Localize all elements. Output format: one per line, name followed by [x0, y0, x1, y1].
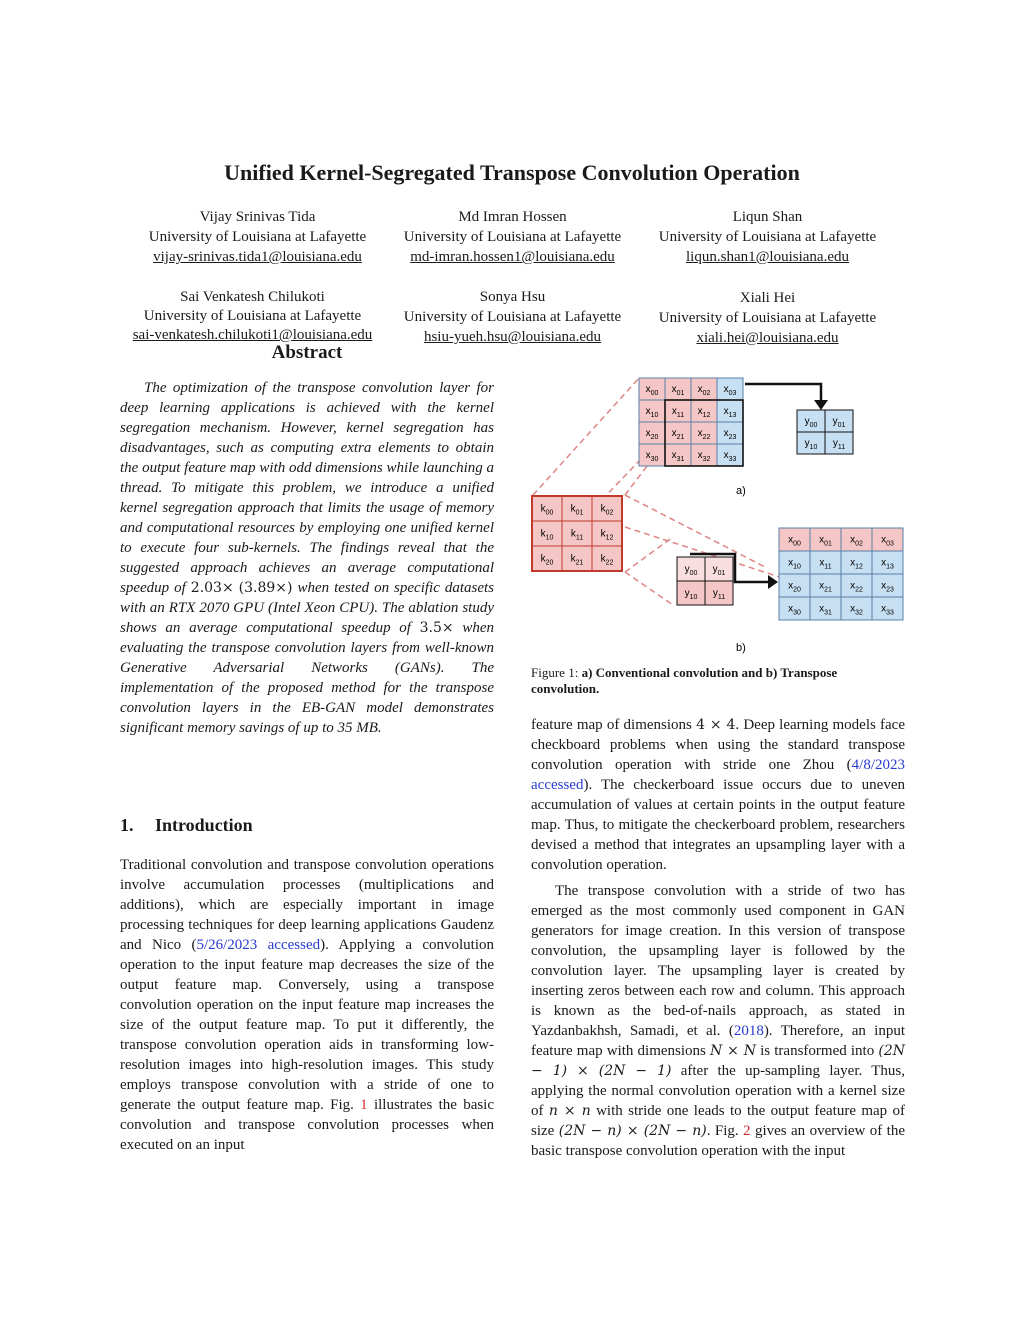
paper-title: Unified Kernel-Segregated Transpose Convolution Operation: [224, 160, 800, 185]
grid-cell: [810, 574, 841, 597]
grid-cell: [532, 496, 562, 521]
grid-cell-label: $x_{22}$: [697, 428, 711, 441]
arrow-a: [745, 384, 828, 410]
grid-cell-label: $x_{31}$: [671, 450, 685, 463]
body-text: The transpose convolution with a stride of two has emerged as the most commonly used component in GAN generators for image creation. In this version of transpose convolution, the upsampling layer is followed by the convolution layer. The upsampling layer is created by inserting zeros between each row and column. This approach is known as the bed-of-nails approach, as stated in Yazdanbakhsh, Samadi, et al. (: [531, 883, 905, 1039]
figure-ref-link[interactable]: 2: [743, 1123, 751, 1139]
abstract-paragraph: [120, 378, 494, 738]
grid-cell: [841, 551, 872, 574]
figure-1-diagram: [525, 372, 910, 657]
grid-cell: [592, 496, 622, 521]
body-text: . Deep learning models face checkboard problems when using the standard transpose convolution operation with stride one Zhou (: [531, 717, 905, 773]
intro-paragraph: [531, 881, 905, 1161]
author-name: Vijay Srinivas Tida: [199, 209, 316, 225]
math-inline: (2N − n) × (2N − n): [558, 1123, 707, 1139]
author-name: Xiali Hei: [739, 290, 796, 306]
grid-cell: [779, 551, 810, 574]
caption-text: a) Conventional convolution and b) Transpose convolution.: [531, 665, 838, 696]
grid-cell: [779, 574, 810, 597]
grid-cell-label: $k_{20}$: [540, 553, 554, 567]
grid-cell: [810, 551, 841, 574]
grid-cell-label: $k_{01}$: [570, 503, 584, 517]
body-text: ). Applying a convolution operation to the input feature map decreases the size of the output feature map. Conversely, using a transpose convolution operation on the input feature map increases the size of the output feature map. To put it differently, the transpose convolution operation aids in transforming low-resolution images into high-resolution images. This study employs transpose convolution with a stride of one to generate the output feature map. Fig.: [120, 937, 494, 1113]
panel-label-a: a): [736, 485, 746, 497]
grid-cell-label: $x_{13}$: [881, 557, 894, 571]
grid-cell-label: $x_{22}$: [850, 580, 863, 594]
grid-cell: [562, 521, 592, 546]
grid-cell: [677, 581, 705, 605]
author-name: Liqun Shan: [732, 209, 803, 225]
speedup-value: 2.03×: [190, 580, 234, 596]
citation-link[interactable]: 5/26/2023 accessed: [196, 937, 321, 953]
grid-cell: [592, 546, 622, 571]
speedup-value: (3.89×): [238, 580, 293, 596]
grid-cell-label: $x_{30}$: [788, 603, 801, 617]
grid-cell: [779, 597, 810, 620]
author-email[interactable]: liqun.shan1@louisiana.edu: [686, 249, 849, 265]
grid-cell-label: $y_{11}$: [832, 438, 846, 451]
speedup-value: 3.5×: [419, 620, 454, 636]
abstract-body: [120, 378, 494, 738]
grid-cell-label: $x_{23}$: [881, 580, 894, 594]
author-block-4: [115, 288, 390, 345]
grid-cell-label: $x_{12}$: [697, 406, 711, 419]
figure-caption: [531, 665, 905, 697]
math-inline: n × n: [548, 1103, 591, 1119]
grid-cell: [705, 557, 733, 581]
grid-cell-label: $x_{03}$: [723, 384, 737, 397]
author-affiliation: University of Louisiana at Lafayette: [658, 310, 877, 326]
grid-cell: [562, 496, 592, 521]
author-affiliation: University of Louisiana at Lafayette: [403, 229, 622, 245]
body-text: with stride one leads to the output feature map of size: [531, 1103, 906, 1139]
author-block-5: [385, 287, 640, 347]
grid-cell-label: $x_{33}$: [723, 450, 737, 463]
author-affiliation: University of Louisiana at Lafayette: [403, 309, 622, 325]
citation-link[interactable]: 4/8/2023 accessed: [531, 757, 905, 793]
grid-cell-label: $x_{10}$: [645, 406, 659, 419]
grid-cell: [872, 597, 903, 620]
grid-cell: [779, 528, 810, 551]
author-name: Sai Venkatesh Chilukoti: [180, 289, 325, 305]
figure-ref-link[interactable]: 1: [360, 1097, 368, 1113]
grid-cell-label: $k_{11}$: [570, 528, 584, 542]
abstract-heading: Abstract: [271, 342, 343, 363]
section-number: 1.: [120, 815, 134, 835]
grid-cell: [532, 546, 562, 571]
body-text: gives an overview of the basic transpose convolution operation with the input: [531, 1123, 906, 1159]
grid-cell-label: $y_{00}$: [684, 564, 698, 577]
grid-cell-label: $x_{11}$: [819, 557, 832, 571]
math-inline: 4 × 4: [696, 717, 736, 733]
abstract-text: when evaluating the transpose convolution layers from well-known Generative Adversarial Networks (GANs). The implementation of the proposed method for the transpose convolution layers in the EB-GAN model demonstrates significant memory savings of up to 35 MB.: [120, 620, 494, 736]
panel-label-b: b): [736, 642, 746, 654]
caption-prefix: Figure 1:: [531, 665, 582, 680]
author-block-1: [130, 207, 385, 267]
body-text: Traditional convolution and transpose convolution operations involve accumulation processes (multiplications and additions), which are especially important in image processing techniques for deep learning applications Gaudenz and Nico (: [120, 857, 494, 953]
input-feature-map-a: [639, 378, 743, 466]
author-block-3: [640, 207, 895, 267]
intro-paragraph: [120, 855, 494, 1155]
body-text: illustrates the basic convolution and transpose convolution processes when executed on an input: [120, 1097, 495, 1153]
author-email[interactable]: vijay-srinivas.tida1@louisiana.edu: [153, 249, 362, 265]
author-block-2: [385, 207, 640, 267]
grid-cell-label: $x_{01}$: [819, 534, 832, 548]
grid-cell-label: $y_{01}$: [712, 564, 726, 577]
intro-right-column: [531, 715, 905, 1167]
author-block-6: [640, 288, 895, 348]
output-feature-map-b: [779, 528, 903, 620]
grid-cell-label: $x_{02}$: [697, 384, 711, 397]
grid-cell-label: $y_{10}$: [684, 588, 698, 601]
grid-cell: [841, 597, 872, 620]
intro-left-column: [120, 855, 494, 1155]
grid-cell-label: $k_{22}$: [600, 553, 614, 567]
grid-cell: [841, 574, 872, 597]
grid-cell-label: $k_{00}$: [540, 503, 554, 517]
grid-cell: [872, 528, 903, 551]
grid-cell-label: $x_{13}$: [723, 406, 737, 419]
grid-cell-label: $x_{12}$: [850, 557, 863, 571]
grid-cell-label: $k_{02}$: [600, 503, 614, 517]
section-title: Introduction: [155, 815, 253, 835]
author-affiliation: University of Louisiana at Lafayette: [658, 229, 877, 245]
section-heading: [120, 815, 253, 836]
body-text: ). Therefore, an input feature map with dimensions: [531, 1023, 905, 1059]
intro-paragraph: [531, 715, 905, 875]
author-email[interactable]: md-imran.hossen1@louisiana.edu: [410, 249, 615, 265]
grid-cell: [562, 546, 592, 571]
grid-cell: [532, 521, 562, 546]
body-text: ). The checkerboard issue occurs due to uneven accumulation of values at certain points in the output feature map. Thus, to mitigate the checkerboard problem, researchers devised a method that integrates an upsampling layer with a convolution operation.: [531, 777, 905, 873]
grid-cell: [810, 597, 841, 620]
author-email[interactable]: sai-venkatesh.chilukoti1@louisiana.edu: [132, 327, 373, 343]
author-email[interactable]: hsiu-yueh.hsu@louisiana.edu: [423, 329, 602, 345]
grid-cell-label: $x_{01}$: [671, 384, 685, 397]
grid-cell-label: $y_{10}$: [804, 438, 818, 451]
grid-cell-label: $x_{10}$: [788, 557, 801, 571]
citation-link[interactable]: 2018: [733, 1023, 764, 1039]
grid-cell: [705, 581, 733, 605]
abstract-text: The optimization of the transpose convolution layer for deep learning applications is achieved with the kernel segregation mechanism. However, kernel segregation has disadvantages, such as computing extra elements to obtain the output feature map with odd dimensions while launching a thread. To mitigate this problem, we introduce a unified kernel segregation approach that limits the usage of memory and computational resources by employing one unified kernel to execute four sub-kernels. The findings reveal that the suggested approach achieves an average computational speedup of: [120, 380, 495, 596]
grid-cell-label: $y_{11}$: [712, 588, 726, 601]
grid-cell-label: $x_{33}$: [881, 603, 894, 617]
grid-cell-label: $x_{02}$: [850, 534, 863, 548]
grid-cell-label: $x_{11}$: [671, 406, 685, 419]
body-text: . Fig.: [706, 1123, 744, 1139]
kernel-grid: [532, 496, 622, 571]
grid-cell-label: $x_{20}$: [645, 428, 659, 441]
grid-cell-label: $k_{10}$: [540, 528, 554, 542]
body-text: after the up-sampling layer. Thus, applying the normal convolution operation with a kernel size of: [531, 1063, 905, 1119]
grid-cell-label: $x_{30}$: [645, 450, 659, 463]
grid-cell: [872, 574, 903, 597]
grid-cell: [592, 521, 622, 546]
input-feature-map-b: [677, 557, 733, 605]
author-email[interactable]: xiali.hei@louisiana.edu: [696, 330, 839, 346]
math-inline: (2N − 1) × (2N − 1): [531, 1043, 905, 1079]
grid-cell-label: $y_{01}$: [832, 416, 846, 429]
grid-cell-label: $x_{00}$: [788, 534, 801, 548]
grid-cell-label: $x_{32}$: [697, 450, 711, 463]
body-text: feature map of dimensions: [531, 717, 697, 733]
author-name: Md Imran Hossen: [458, 209, 567, 225]
grid-cell-label: $k_{12}$: [600, 528, 614, 542]
grid-cell-label: $x_{00}$: [645, 384, 659, 397]
grid-cell: [677, 557, 705, 581]
grid-cell-label: $x_{21}$: [819, 580, 832, 594]
output-feature-map-a: [797, 410, 853, 454]
abstract-text: when tested on specific datasets with an RTX 2070 GPU (Intel Xeon CPU). The ablation study shows an average computational speedup of: [120, 580, 495, 636]
grid-cell-label: $k_{21}$: [570, 553, 584, 567]
grid-cell: [810, 528, 841, 551]
author-affiliation: University of Louisiana at Lafayette: [148, 229, 367, 245]
author-name: Sonya Hsu: [479, 289, 546, 305]
grid-cell-label: $x_{21}$: [671, 428, 685, 441]
grid-cell-label: $x_{32}$: [850, 603, 863, 617]
grid-cell-label: $x_{20}$: [788, 580, 801, 594]
grid-cell: [872, 551, 903, 574]
math-inline: N × N: [710, 1043, 756, 1059]
grid-cell-label: $x_{23}$: [723, 428, 737, 441]
author-affiliation: University of Louisiana at Lafayette: [143, 308, 362, 324]
grid-cell-label: $x_{03}$: [881, 534, 894, 548]
body-text: is transformed into: [755, 1043, 879, 1059]
grid-cell-label: $x_{31}$: [819, 603, 832, 617]
grid-cell-label: $y_{00}$: [804, 416, 818, 429]
grid-cell: [841, 528, 872, 551]
